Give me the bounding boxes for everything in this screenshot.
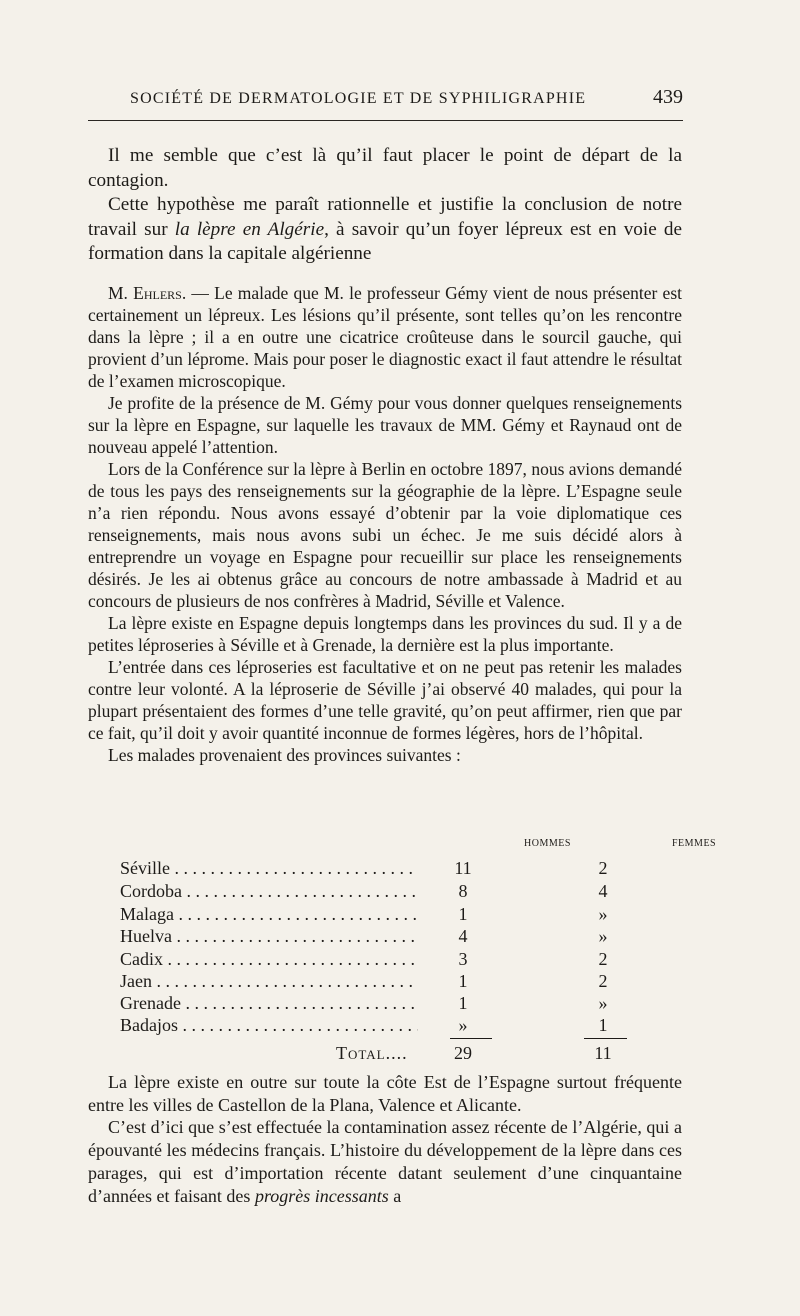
table-row [88, 904, 682, 926]
paragraph-presence: Je profite de la présence de M. Gémy pour vous donner quelques renseignements sur la lèpre en Espagne, sur laquelle les travaux de MM. Gémy et Raynaud ont de nouveau appelé l’attention. [88, 393, 682, 457]
table-row [88, 971, 682, 993]
table-row [88, 926, 682, 948]
table-row [88, 949, 682, 971]
total-label: Total.... [336, 1043, 408, 1063]
province-name: Badajos . . . [120, 1015, 418, 1036]
table-row [88, 993, 682, 1015]
hypothesis-text-a: Cette hypothèse me paraît rationnelle et justifie la conclusion de notre travail sur [88, 194, 682, 240]
header-rule [88, 120, 683, 121]
femmes-count: » [598, 904, 608, 924]
intro-block [88, 144, 682, 267]
hommes-count: 1 [458, 971, 468, 991]
running-title: SOCIÉTÉ DE DERMATOLOGIE ET DE SYPHILIGRAPHIE [130, 90, 587, 107]
femmes-count: » [598, 993, 608, 1013]
province-name: Huelva . . . [120, 926, 418, 947]
province-name: Cadix . . . [120, 949, 418, 970]
table-row [88, 1015, 682, 1037]
province-name: Cordoba . . . [120, 881, 418, 902]
closing-block [88, 1071, 682, 1207]
paragraph-hypothesis [88, 193, 682, 267]
total-femmes: 11 [594, 1043, 612, 1063]
femmes-count: » [598, 926, 608, 946]
paragraph-leprosy-south: La lèpre existe en Espagne depuis longtemps dans les provinces du sud. Il y a de petites léproseries à Séville et à Grenade, la dernière est la plus importante. [88, 613, 682, 655]
paragraph-ehlers [88, 282, 682, 392]
discussion-block [88, 282, 682, 766]
contamination-italic: progrès incessants [254, 1185, 389, 1206]
paragraph-conference: Lors de la Conférence sur la lèpre à Berlin en octobre 1897, nous avions demandé de tous les pays des renseignements sur la géographie de la lèpre. L’Espagne seule n’a rien répondu. Nous avons essayé d’obtenir par la voie diplomatique ces renseignements, mais nous avons subi un échec. Je me suis décidé alors à entreprendre un voyage en Espagne pour recueillir sur place les renseignements désirés. Je les ai obtenus grâce au concours de notre ambassade à Madrid et au concours de plusieurs de nos confrères à Madrid, Séville et Valence. [88, 459, 682, 611]
total-hommes: 29 [454, 1043, 472, 1063]
provinces-table [88, 838, 717, 1074]
column-header-hommes: HOMMES [524, 838, 571, 849]
hommes-count: 8 [458, 881, 468, 901]
total-rule-femmes [584, 1038, 627, 1039]
paragraph-east-coast: La lèpre existe en outre sur toute la côte Est de l’Espagne surtout fréquente entre les villes de Castellon de la Plana, Valence et Alicante. [88, 1072, 682, 1115]
hypothesis-title-italic: la lèpre en Algérie [174, 218, 325, 240]
table-row [88, 881, 682, 903]
province-name: Malaga . . . [120, 904, 418, 925]
province-name: Jaen . . . [120, 971, 418, 992]
total-row [88, 1043, 682, 1065]
total-rule-hommes [450, 1038, 492, 1039]
contamination-text-a: C’est d’ici que s’est effectuée la contamination assez récente de l’Algérie, qui a épouvanté les médecins français. L’histoire du développement de la lèpre dans ces parages, qui est d’importation récente datant seulement d’une cinquantaine d’années et faisant des [88, 1117, 682, 1206]
speaker-name: M. Ehlers. [108, 283, 187, 303]
femmes-count: 2 [598, 971, 608, 991]
paragraph-contagion: Il me semble que c’est là qu’il faut placer le point de départ de la contagion. [88, 145, 682, 191]
paragraph-leproseries: L’entrée dans ces léproseries est facultative et on ne peut pas retenir les malades contre leur volonté. A la léproserie de Séville j’ai observé 40 malades, qui pour la plupart présentaient des formes d’une telle gravité, qu’on peut affirmer, rien que par ce fait, qu’il doit y avoir quantité inconnue de formes légères, hors de l’hôpital. [88, 657, 682, 743]
province-name: Grenade . . . [120, 993, 418, 1014]
femmes-count: 1 [598, 1015, 608, 1035]
femmes-count: 2 [598, 949, 608, 969]
hommes-count: 1 [458, 904, 468, 924]
ehlers-text: — Le malade que M. le professeur Gémy vient de nous présenter est certainement un lépreux. Les lésions qu’il présente, sont telles qu’on les rencontre dans la lèpre ; il a en outre une cicatrice croûteuse dans le sourcil gauche, qui provient d’un lépromе. Mais pour poser le diagnostic exact il faut attendre le résultat de l’examen microscopique. [88, 283, 682, 391]
table-row [88, 858, 682, 880]
page-number: 439 [653, 86, 683, 108]
femmes-count: 4 [598, 881, 608, 901]
province-name: Séville . . . [120, 858, 418, 879]
hypothesis-text-b: , à savoir qu’un foyer lépreux est en voie de formation dans la capitale algérienne [88, 218, 682, 264]
running-header [130, 86, 683, 116]
hommes-count: 3 [458, 949, 468, 969]
hommes-count: » [458, 1015, 468, 1035]
hommes-count: 1 [458, 993, 468, 1013]
contamination-text-b: a [388, 1185, 402, 1206]
paragraph-provinces-intro: Les malades provenaient des provinces suivantes : [108, 745, 461, 765]
femmes-count: 2 [598, 858, 608, 878]
hommes-count: 4 [458, 926, 468, 946]
paragraph-contamination [88, 1116, 682, 1207]
column-header-femmes: FEMMES [672, 838, 717, 849]
hommes-count: 11 [454, 858, 472, 878]
